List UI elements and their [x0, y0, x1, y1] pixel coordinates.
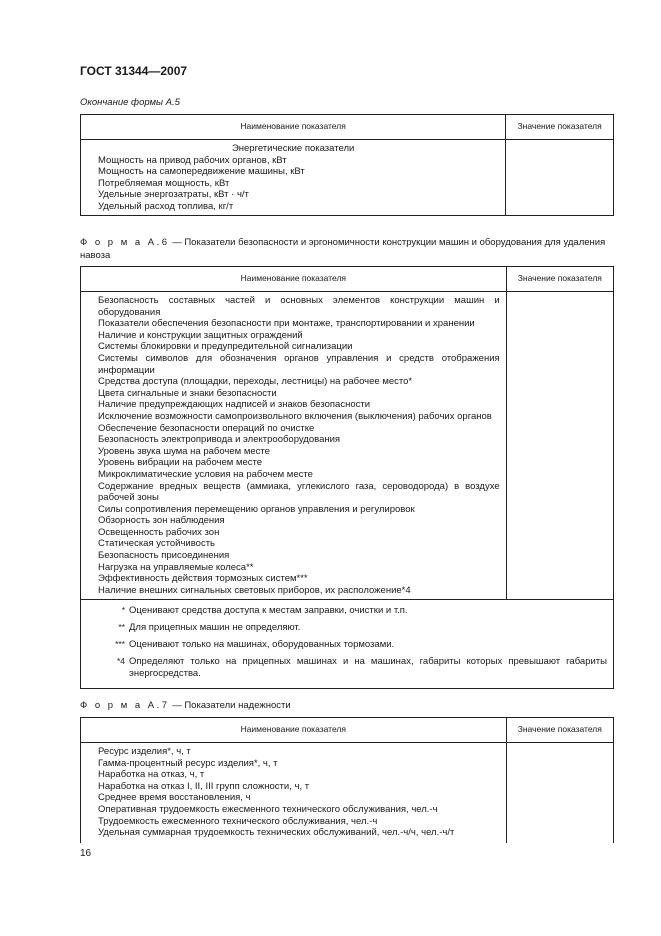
- column-header-name: Наименование показателя: [81, 115, 506, 140]
- column-header-value: Значение показателя: [506, 718, 613, 743]
- list-item: Удельная суммарная трудоемкость технических обслуживаний, чел.-ч/ч, чел.-ч/т: [98, 827, 455, 839]
- list-item: Показатели обеспечения безопасности при монтаже, транспортировании и хранении: [98, 318, 475, 330]
- list-item: Удельный расход топлива, кг/т: [98, 200, 234, 212]
- indicator-list: [81, 292, 507, 600]
- list-item: Статическая устойчивость: [98, 538, 216, 550]
- list-item: Безопасность электропривода и электрооборудования: [98, 434, 341, 446]
- form-a7-title: [80, 699, 620, 712]
- list-item: Безопасность присоединения: [98, 550, 230, 562]
- column-header-value: Значение показателя: [506, 267, 613, 292]
- form-a6-table: [80, 266, 614, 689]
- list-item: Среднее время восстановления, ч: [98, 792, 251, 804]
- footnote-mark: **: [118, 622, 125, 632]
- column-header-name: Наименование показателя: [81, 267, 507, 292]
- list-item: Системы символов для обозначения органов управления и средств отображения информации: [98, 352, 500, 376]
- table-header-row: [81, 718, 614, 743]
- list-item: Наработка на отказ, ч, т: [98, 769, 205, 781]
- column-header-value: Значение показателя: [506, 115, 614, 140]
- list-item: Удельные энергозатраты, кВт · ч/т: [98, 189, 249, 201]
- indicator-list: [81, 140, 506, 216]
- list-item: Наличие внешних сигнальных световых приборов, их расположение*4: [98, 584, 411, 596]
- footnote-text: Оценивают средства доступа к местам заправки, очистки и т.п.: [129, 605, 408, 616]
- form-a6-title-text: — Показатели безопасности и эргономичности конструкции машин и оборудования для удаления навоза: [80, 237, 606, 261]
- footnote: [87, 655, 607, 680]
- list-item: Средства доступа (площадки, переходы, лестницы) на рабочее место*: [98, 376, 413, 388]
- value-cell: [506, 743, 613, 844]
- form-a7-table: [80, 717, 614, 843]
- list-item: Ресурс изделия*, ч, т: [98, 746, 191, 757]
- table-body-row: [81, 292, 614, 600]
- form-a5-caption: Окончание формы А.5: [80, 97, 180, 108]
- list-item: Уровень вибрации на рабочем месте: [98, 457, 263, 469]
- footnote-mark: *: [121, 605, 125, 615]
- list-item: Микроклиматические условия на рабочем месте: [98, 468, 313, 480]
- form-a7-title-text: — Показатели надежности: [169, 700, 291, 711]
- table-body-row: [81, 140, 614, 216]
- form-a5-table: [80, 114, 614, 216]
- table-body-row: [81, 743, 614, 844]
- list-item: Наличие и конструкции защитных ограждений: [98, 329, 303, 341]
- form-a6-prefix: Ф о р м а А.6: [80, 237, 170, 248]
- footnote: [87, 638, 607, 651]
- list-item: Системы блокировки и предупредительной сигнализации: [98, 341, 353, 353]
- list-item: Гамма-процентный ресурс изделия*, ч, т: [98, 757, 278, 769]
- footnote-text: Оценивают только на машинах, оборудованных тормозами.: [129, 639, 395, 650]
- value-cell: [506, 140, 614, 216]
- list-item: Мощность на привод рабочих органов, кВт: [98, 154, 287, 166]
- list-item: Мощность на самопередвижение машины, кВт: [98, 166, 305, 178]
- list-item: Оперативная трудоемкость ежесменного технического обслуживания, чел.-ч: [98, 803, 438, 815]
- list-item: Уровень звука шума на рабочем месте: [98, 445, 270, 457]
- footnotes-row: [81, 600, 614, 689]
- footnote: [87, 604, 607, 617]
- column-header-name: Наименование показателя: [81, 718, 507, 743]
- group-title: Энергетические показатели: [231, 143, 355, 154]
- document-code: ГОСТ 31344—2007: [80, 64, 188, 78]
- footnote: [87, 621, 607, 634]
- list-item: Силы сопротивления перемещению органов управления и регулировок: [98, 503, 415, 515]
- list-item: Наработка на отказ I, II, III групп сложности, ч, т: [98, 780, 310, 792]
- list-item: Эффективность действия тормозных систем***: [98, 573, 308, 585]
- list-item: Обзорность зон наблюдения: [98, 515, 225, 527]
- footnote-text: Для прицепных машин не определяют.: [129, 622, 301, 633]
- list-item: Трудоемкость ежесменного технического обслуживания, чел.-ч: [98, 815, 378, 827]
- form-a6-title: [80, 236, 620, 262]
- indicator-list: [81, 743, 507, 844]
- list-item: Освещенность рабочих зон: [98, 526, 220, 538]
- list-item: Нагрузка на управляемые колеса**: [98, 561, 254, 573]
- list-item: Обеспечение безопасности операций по очистке: [98, 422, 315, 434]
- footnotes: [81, 600, 614, 689]
- footnote-text: Определяют только на прицепных машинах и на машинах, габариты которых превышают габариты энергосредства.: [129, 656, 607, 679]
- list-item: Наличие предупреждающих надписей и знаков безопасности: [98, 399, 371, 411]
- page-number: 16: [80, 848, 92, 859]
- list-item: Безопасность составных частей и основных элементов конструкции машин и оборудования: [98, 295, 500, 318]
- footnote-mark: ***: [115, 639, 125, 649]
- form-a7-prefix: Ф о р м а А.7: [80, 700, 170, 711]
- list-item: Исключение возможности самопроизвольного включения (выключения) рабочих органов: [98, 410, 492, 422]
- list-item: Содержание вредных веществ (аммиака, углекислого газа, сероводорода) в воздухе рабочей зоны: [98, 480, 500, 504]
- value-cell: [506, 292, 613, 600]
- table-header-row: [81, 267, 614, 292]
- list-item: Цвета сигнальные и знаки безопасности: [98, 387, 277, 399]
- table-header-row: [81, 115, 614, 140]
- list-item: Потребляемая мощность, кВт: [98, 177, 230, 189]
- footnote-mark: *4: [116, 656, 125, 666]
